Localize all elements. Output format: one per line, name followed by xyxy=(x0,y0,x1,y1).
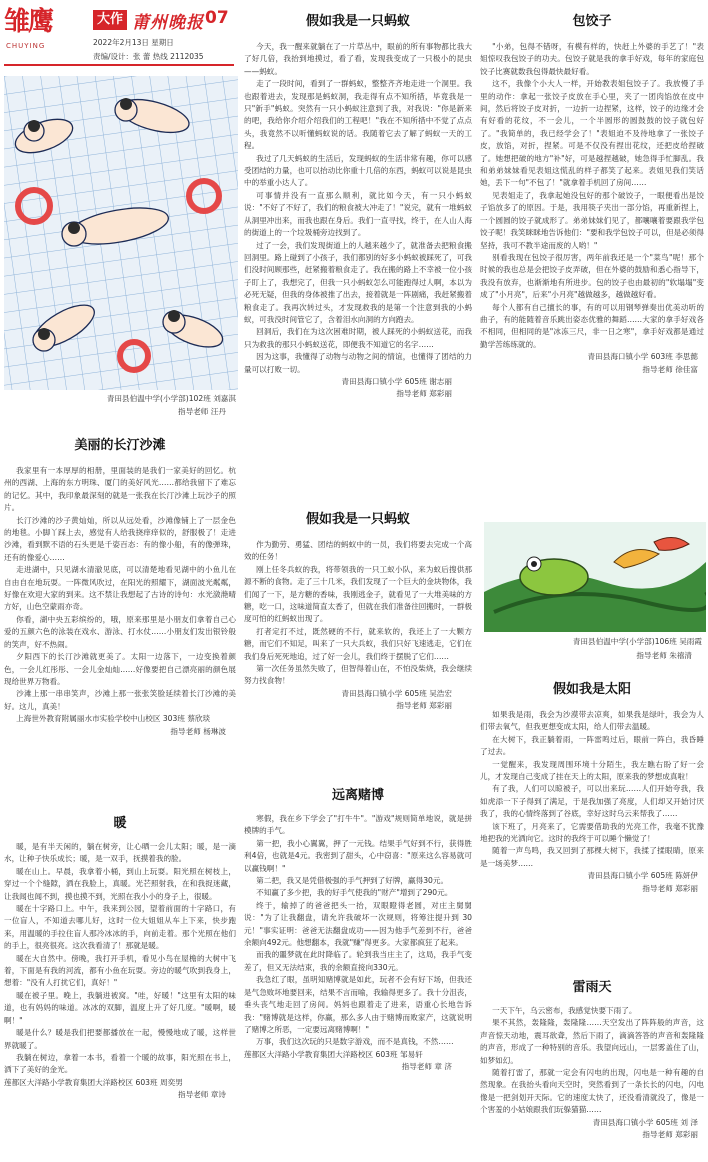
paragraph: 刚上任冬兵蚁的我，将带领我的一只工蚁小队，来为蚁后搜供那源不断的食物。走了三十几米，我们发现了一个巨大的金块物体，我们闻了一下，是方糖的香味，我刚逃金子，就看见了一大堆美味的方糖，吃一口，这味道简直太香了，但就在我们准备往回搬时，一群极度可怕的红蚂蚁出现了。 xyxy=(244,564,472,624)
article-title: 假如我是一只蚂蚁 xyxy=(305,14,410,29)
article-title: 假如我是太阳 xyxy=(552,682,631,697)
paragraph: 万事，我们这次玩的只是数字游戏，而不是真钱，不然…… xyxy=(256,1037,454,1047)
paragraph: 一觉醒来，我发现周围环境十分陌生，我左瞧右盼了好一会儿，才发现自己变成了挂在天上的太阳，原来我的梦想成真啦！ xyxy=(480,759,704,782)
paragraph: 这不，我像个小大人一样，开始教表姐包饺子了。我放慢了手里的动作：拿起一张饺子皮放在手心里，夹了一团肉馅放在皮中间，然后将饺子皮对折，一边折一边捏紧，这样，饺子的边缘才会有好看的花纹，不一会儿，一个半圆形的圆鼓鼓的饺子就包好了。"我简单的，我已经学会了！"表姐迫不及待地拿了一张饺子皮，放馅，对折，捏紧。可是不仅没有捏出花纹，还把皮给捏破了。她想把破的地方"补"好，可是越捏越破，她急得手忙脚乱。我和弟弟妹妹看见表姐这慌乱的样子都笑了起来。表姐见我们笑话她，丢下一句"不包了！"就拿着手机回了房间…… xyxy=(480,79,704,188)
masthead-english: CHUYING xyxy=(6,42,46,50)
illustration-credit: 青田县伯温中学(小学部)106班 吴雨霞 xyxy=(572,637,702,646)
paragraph: 暖在被子里。晚上，我躺进被窝。"哇，好暖！"这里有太阳的味道，也有妈妈的味道。冰冰的双脚，温度上升了好几度。"暖啊，暖啊！" xyxy=(4,990,236,1025)
author-school: 青田县海口镇小学 605班 刘 泽 xyxy=(592,1117,698,1127)
paragraph: 不知赢了多少把，我的好手气使我的"财产"增到了290元。 xyxy=(256,888,453,898)
article-title: 美丽的长汀沙滩 xyxy=(74,438,166,453)
header-rule xyxy=(4,64,234,66)
illustration-teacher: 指导老师 汪丹 xyxy=(178,407,226,416)
teacher: 指导老师 章诗 xyxy=(178,1090,226,1100)
paragraph: 长汀沙滩的沙子黄灿灿，所以从远处看，沙滩像铺上了一层金色的地毯。小脚丫踩上去，感觉有人给我挠痒痒似的，舒服极了！走进沙滩，看到默不语的石头更是千姿百态：有的像小船，有的像弹珠，还有的像爱心…… xyxy=(4,515,236,562)
paragraph: 寒假，我在乡下学会了"打牛牛"。"游戏"规则简单地说，就是拼模牌的手气。 xyxy=(244,814,472,836)
teacher: 指导老师 章 济 xyxy=(401,1062,452,1072)
teacher: 指导老师 杨琳波 xyxy=(170,726,226,736)
issue-editor: 责编/设计：张 蕾 热线 2112035 xyxy=(93,52,204,61)
section-tag: 大作 xyxy=(93,10,127,30)
paragraph: 见表姐走了，我拿起她没包好的那个破饺子，一眼便看出是饺子馅放多了的原因。于是，我用筷子夹出一部分馅，再重新捏上，一个圆圆的饺子就成形了。弟弟妹妹们见了，都嚷嚷着要跟我学包饺子呢！我笑眯眯地告诉他们："要和我学包饺子可以，但是必须得坚持，我可不教半途而废的人哟！" xyxy=(480,190,704,250)
paragraph: 暖在大自然中。傍晚，我打开手机，看见小鸟在屋檐的大树中飞着，下面是有我的河流，都有小鱼在玩耍。旁边的暖气吹到我身上，想着："没有人打扰它们，真好！" xyxy=(4,953,236,988)
paragraph: 随着打雷了，那就一定会有闪电的出现，闪电是一种有趣的自然现象。在我抬头看向天空时，突然看到了一条长长的闪电，闪电像是一把剑划开天际。它的速度太快了，还没看清就没了，像是一个害羞的小姑娘跟我们玩躲猫猫…… xyxy=(480,1068,704,1115)
paragraph: 夕阳西下的长汀沙滩就更美了。太阳一边落下，一边变换着颜色，一会儿红彤彤、一会儿金灿灿……好像要把自己漂亮丽的颜色展现给世界万物看。 xyxy=(4,652,236,686)
paragraph: 打者定打不过，既然硬的不行，就来软的，我还上了一大颗方糖，而它们不知足，叫来了一只大兵蚁，我们只好飞速逃走，它们在我们身后死死地追，过了好一会儿，我们终于摆脱了它们…… xyxy=(244,626,472,661)
paragraph: 可事情并没有一直那么顺利，就比如今天，有一只小蚂蚁说："不好了不好了，我们的粮食被大冲走了！"说完，就有一堆蚂蚁从洞里冲出来，而我也跟在身后。我们一直寻找，终于，在人山人海的街道上的一个垃圾桶旁边找到了。 xyxy=(244,190,472,238)
paragraph: 果不其然，轰隆隆，轰隆隆……天空发出了阵阵般的声音，这声音惊天动地，震耳欲聋，然后下雨了，滴滴答答的声音和轰隆隆的声音，形成了一种特别的音乐。我望向远山，一层雾盖住了山，如梦如幻。 xyxy=(480,1018,704,1065)
paragraph: 走了一段时间，看到了一群蚂蚁，整整齐齐地走进一个洞里。我也跟着进去，发现那是蚂蚁洞，我走得有点不知所措，毕竟我是一只"新手"蚂蚁。突然有一只小蚂蚁注意到了我，对我说："你是新来的吧，我给你介绍介绍我们的工程吧！"我在不知所措中不觉了点点头，我竟然不以听懂蚂蚁说的话。我随着它去了解了蚂蚁一天的工程。 xyxy=(244,79,472,151)
paragraph: 一天下午，乌云密布，我感觉快要下雨了。 xyxy=(492,1006,637,1015)
article-gamble xyxy=(244,784,472,1160)
swimming-illustration xyxy=(4,76,238,390)
teacher: 指导老师 郑彩丽 xyxy=(642,1130,698,1140)
teacher: 指导老师 郑彩丽 xyxy=(396,389,452,399)
paragraph: 沙滩上那一串串笑声，沙滩上那一张张笑脸延续着长汀沙滩的美好。这儿，真美！ xyxy=(4,689,236,711)
article-title: 假如我是一只蚂蚁 xyxy=(305,512,410,527)
frog-illustration xyxy=(484,522,706,632)
author-school: 青田县海口镇小学 603班 李思懿 xyxy=(587,352,698,362)
paragraph: 我急红了眼，虽明知赌博就是如此，玩者不会有好下场，但我还是气急败坏地要回来，结果不言而喻，我输得更多了。我十分沮丧，垂头丧气地走回了房间。妈妈也跟着走了进来，语重心长地告诉我："赌博就是这样，你赢，那么多人由于赌博而败家产，这就说明了赌博之所恶，一定要远离赌博啊！" xyxy=(244,975,472,1034)
paragraph: 回洞后，我们在为这次困难时期，被人踩死的小蚂蚁送花，而我只为救我的那只小蚂蚁送花，即便我不知道它的名字…… xyxy=(244,327,472,349)
paragraph: 今天，我一醒来就躺在了一片草丛中，眼前的所有事物都比我大了好几倍，我抬到地摸过，看了看，发现我变成了一只极小的昆虫——蚂蚁。 xyxy=(244,42,472,76)
teacher: 指导老师 徐佳富 xyxy=(642,364,698,374)
paragraph: 暖在十字路口上。中午，我来到公园，望着前面的十字路口，有一位盲人，不知道去哪儿好，这时一位大姐姐从车上下来，快步跑来，用温暖的手拉住盲人那冷冰冰的手，向前走着。那个光照在他们的手上，很亮很亮。这次我看清了！那就是暖。 xyxy=(4,904,236,951)
paragraph: 如果我是雨，我会为沙漠带去凉爽，如果我是绿叶，我会为人们带去氧气，但我更想变成太阳，给人们带去温暖。 xyxy=(480,710,704,732)
article-thunder xyxy=(480,976,704,1160)
paragraph: 而我的噩梦就在此时降临了。轮到我当庄主了，这局，我手气变差了，但又无法结束，我的余额直接向330元。 xyxy=(244,950,472,972)
paragraph: 作为勤劳、勇猛、团结的蚂蚁中的一员，我们将要去完成一个高效的任务！ xyxy=(244,540,472,562)
paper-name: 莆州晚报 xyxy=(132,13,204,33)
paragraph: 暖是什么？暖是我们把要都播放在一起，慢慢地成了暖，这样世界就暖了。 xyxy=(4,1028,236,1050)
masthead-logo: 雏鹰 xyxy=(4,7,53,37)
author-school: 莲都区大洋路小学教育集团大洋路校区 603班 邹易轩 xyxy=(244,1049,423,1059)
paragraph: 因为这事，我懂得了动物与动物之间的情谊，也懂得了团结的力量可以打败一切。 xyxy=(244,352,472,374)
author-school: 莲都区大洋路小学教育集团大洋路校区 603班 周奕男 xyxy=(4,1077,183,1087)
article-dumpling xyxy=(480,10,704,512)
article-beach xyxy=(4,434,236,774)
paragraph: 我家里有一本厚厚的相册，里面装的是我们一家美好的回忆。杭州的西湖、上海的东方明珠、厦门的美好风光……都给我留下了难忘的记忆。其中，我印象最深刻的就是一张我在长汀沙滩上玩沙子的照片。 xyxy=(4,466,236,513)
paragraph: 我躺在树边，拿着一本书，看着一个暖的故事，阳光照在书上，洒下了美好的金光。 xyxy=(4,1052,236,1075)
page-number: 07 xyxy=(205,8,229,28)
article-title: 远离赌博 xyxy=(331,788,384,803)
illustration-teacher: 指导老师 朱禧清 xyxy=(636,651,692,660)
article-title: 暖 xyxy=(113,816,127,831)
paragraph: 走进湖中，只见湖水清澈见底，可以清楚地看见湖中的小鱼儿在自由自在地玩耍。一阵微风吹过，在阳光的照耀下，湖面波光粼粼，好像在欢迎大家的到来。这不禁让我想起了古诗的诗句：水光潋滟晴方好，山色空蒙雨亦奇。 xyxy=(4,565,236,612)
author-school: 青田县海口镇小学 605班 吴浩宏 xyxy=(341,688,452,698)
paragraph: 第一次任务虽然失败了，但智得着山在，不怕没柴烧，我会继续努力找食物！ xyxy=(244,664,472,686)
article-ant-1 xyxy=(244,10,472,488)
paragraph: 该下班了，月亮来了，它需要借助我的光亮工作，我毫不犹豫地把我的光洒向它。这时的我终于可以睡个懒觉了！ xyxy=(480,821,704,844)
paragraph: 你看，湖中央五彩缤纷的，哦，原来那里是小朋友们拿着自己心爱的五颜六色的泳装在戏水、游泳、打水仗……小朋友们发出银铃般的笑声，好不热闹。 xyxy=(4,614,236,649)
paragraph: "小弟，包得不错呀，有模有样的，快赶上外婆的手艺了！"表姐惊叹我包饺子的功夫。包饺子就是我的拿手好戏，每年的家庭包饺子比赛就数我包得最快最好看。 xyxy=(480,42,704,76)
paragraph: 我过了几天蚂蚁的生活后，发现蚂蚁的生活非常有趣，你可以感受团结的力量，也可以抬动比你重十几倍的东西，蚂蚁可以说是昆虫中的举重小达人了。 xyxy=(244,153,472,188)
paragraph: 第一把，我小心翼翼，押了一元钱。结果手气好到不行，获得胜利4倍，也就是4元。我密到了甜头，心中窃喜："原来这么容易就可以赢钱啊！" xyxy=(244,838,472,873)
illustration-credit: 青田县伯温中学(小学部)102班 刘嘉淇 xyxy=(106,394,236,403)
paragraph: 过了一会，我们发现街道上的人越来越少了，就准备去把粮食搬回洞里。路上碰到了小孩子，我们都别的好多小蚂蚁被踩死了，可我们没时间顾那些，赶紧搬着粮食走了。我在搬的路上不幸被一位小孩子盯上了，我想完了，但我一只小蚂蚁怎么可能跑得过人啊，本以为必死无疑，但我的身体被推了出去，接着就是一阵剧痛，我赶紧搬着粮食走了。我再次转过头，才发现救我的是第一个注意到我的小蚂蚁，可我没时间管它了，含着泪水向洞的方向跑去。 xyxy=(244,240,472,324)
author-school: 青田县海口镇小学 605班 谢志丽 xyxy=(341,376,452,386)
paragraph: 每个人都有自己擅长的事，有的可以用钢琴弹奏出优美动听的曲子，有的能随着音乐跳出姿态优雅的舞蹈……大家的拿手好戏各不相同，但相同的是"冰冻三尺，非一日之寒"，拿手好戏都是通过勤学苦练练就的。 xyxy=(480,302,704,349)
article-warm xyxy=(4,812,236,1160)
teacher: 指导老师 郑彩丽 xyxy=(642,883,698,893)
article-title: 雷雨天 xyxy=(572,980,612,995)
issue-date: 2022年2月13日 星期日 xyxy=(93,38,174,47)
paragraph: 第二把，我又是凭借极强的手气押到了好牌，赢得30元。 xyxy=(256,876,449,886)
article-sun xyxy=(480,678,704,968)
author-school: 上海世外教育附属丽水市实验学校中山校区 303班 蔡欣琰 xyxy=(16,714,211,724)
article-title: 包饺子 xyxy=(572,14,612,29)
paragraph: 在大树下，我正躺着雨，一阵雷鸣过后，眼前一阵白，我昏睡了过去。 xyxy=(480,734,704,757)
paragraph: 别看我现在包饺子很厉害，两年前我还是一个"菜鸟"呢！那个时候的我也总是会把饺子皮弄破，但在外婆的鼓励和悉心指导下，我没有放弃，也渐渐地有所进步。包的饺子也由最初的"软塌塌"变成了"小月亮"，后来"小月亮"越做越多，越做越好看。 xyxy=(480,252,704,300)
author-school: 青田县海口镇小学 605班 陈妍伊 xyxy=(587,871,698,881)
article-ant-2 xyxy=(244,508,472,748)
paragraph: 暖在山上。早晨，我拿着小桶，到山上玩耍。阳光照在树枝上，穿过一个个缝隙，洒在我脸上，真暖。光芒照射我，在和我捉迷藏，让我闻也闻不到，摸也摸不到，光照在我小小的身子上，很暖。 xyxy=(4,866,236,901)
teacher: 指导老师 郑彩丽 xyxy=(396,701,452,711)
paragraph: 有了我，人们可以晾被子，可以出来玩……人们开始夸我，我如虎添一下子得到了满足，于是我加强了亮度，人们却又开始讨厌我了，我的心情终落到了谷底，幸好这时乌云来帮我了…… xyxy=(480,784,704,819)
paragraph: 随着一声鸟鸣，我又回到了那棵大树下，我揉了揉眼睛，原来是一场美梦…… xyxy=(480,846,704,868)
paragraph: 暖，是有半天闲的，躺在树旁，让心晒一会儿太阳；暖，是一滴水，让种子快乐成长；暖，是一双手，抚摸着我的脸。 xyxy=(4,842,236,864)
paragraph: 终于，输掉了的爸爸把头一抬，双眼瞪得老圆，对庄主舅舅说："为了让我翻盘，请允许我破坏一次规则，将筹注提升到 30元！"事实证明：爸爸无法翻盘成功——因为他手气差到不行，爸爸余额向492元。他想翻本，我就"赚"得更多。大家都疯狂了起来。 xyxy=(244,900,472,948)
